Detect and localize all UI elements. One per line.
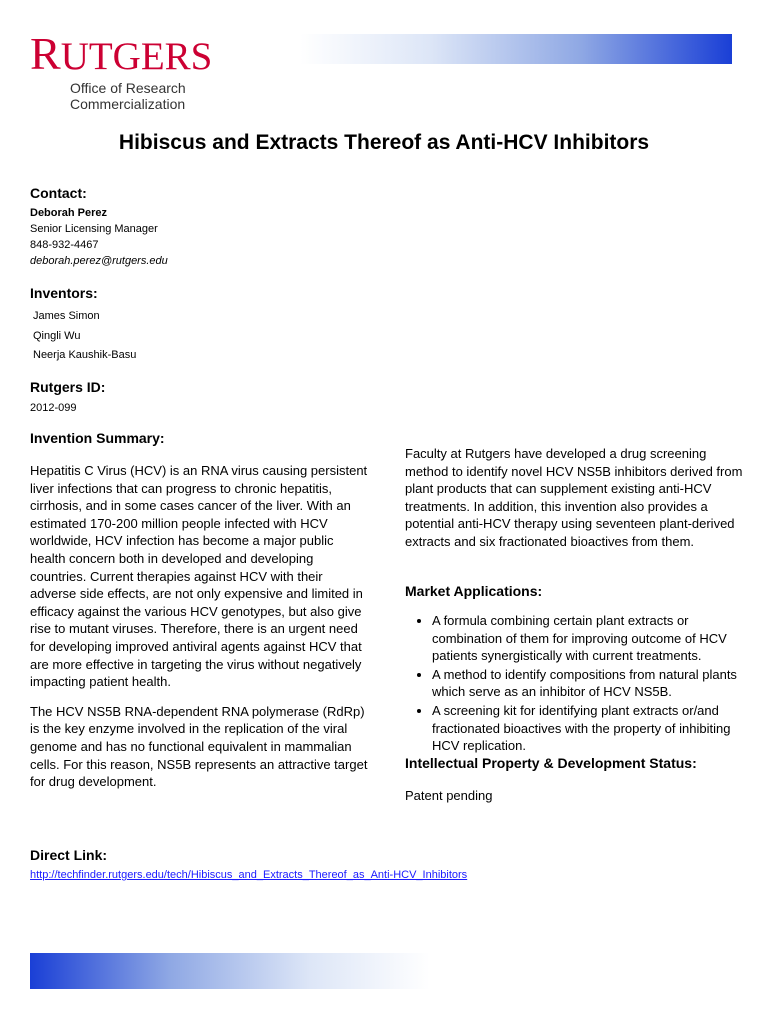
logo-subtitle-line2: Commercialization <box>70 96 186 112</box>
inventors-heading: Inventors: <box>30 285 98 301</box>
market-application-item: • A screening kit for identifying plant extracts or/and fractionated bioactives with the property of inhibiting HCV replication. <box>432 702 743 755</box>
contact-role: Senior Licensing Manager <box>30 223 158 235</box>
rutgers-id-value: 2012-099 <box>30 402 77 414</box>
logo-subtitle <box>70 80 270 112</box>
direct-link-url[interactable]: http://techfinder.rutgers.edu/tech/Hibiscus_and_Extracts_Thereof_as_Anti-HCV_Inhibitors <box>30 869 468 881</box>
contact-phone: 848-932-4467 <box>30 239 99 251</box>
summary-paragraph: Hepatitis C Virus (HCV) is an RNA virus causing persistent liver infections that can progress to chronic hepatitis, cirrhosis, and in some cases cancer of the liver. With an estimated 170-200 million people infected with HCV worldwide, HCV infection has become a major public health concern both in developed and developing countries. Current therapies against HCV with their adverse side effects, are not only expensive and limited in efficacy against the various HCV genotypes, but also give rise to mutant viruses. Therefore, there is an urgent need for developing improved antiviral agents against HCV that are more effective in targeting the virus without negatively impacting patient health. <box>30 463 368 690</box>
contact-block <box>30 205 168 269</box>
summary-paragraph: The HCV NS5B RNA-dependent RNA polymerase (RdRp) is the key enzyme involved in the replication of the viral genome and has no functional equivalent in mammalian cells. For this reason, NS5B represents an attractive target for drug development. <box>30 703 368 790</box>
page-title: Hibiscus and Extracts Thereof as Anti-HCV Inhibitors <box>118 131 650 154</box>
market-applications-list <box>405 612 743 756</box>
contact-email[interactable]: deborah.perez@rutgers.edu <box>30 255 168 267</box>
header-gradient-band <box>300 34 732 64</box>
summary-left-column <box>30 462 370 803</box>
inventor-item: Qingli Wu <box>33 329 81 342</box>
inventor-item: Neerja Kaushik-Basu <box>33 349 137 361</box>
rutgers-logo <box>30 28 213 112</box>
market-application-item: • A formula combining certain plant extracts or combination of them for improving outcome of HCV patients synergistically with current treatments. <box>432 612 743 665</box>
rutgers-id-heading: Rutgers ID: <box>30 379 106 395</box>
direct-link-heading: Direct Link: <box>30 847 108 863</box>
ip-status-value: Patent pending <box>405 788 493 803</box>
invention-summary-heading: Invention Summary: <box>30 430 165 446</box>
inventors-list <box>33 307 136 366</box>
market-applications-heading: Market Applications: <box>405 583 543 599</box>
contact-heading: Contact: <box>30 185 87 201</box>
logo-wordmark: RUTGERS <box>30 28 213 79</box>
footer-gradient-band <box>30 953 430 989</box>
market-application-item: • A method to identify compositions from natural plants which serve as an inhibitor of HCV NS5B. <box>432 666 743 701</box>
contact-name: Deborah Perez <box>30 207 108 219</box>
ip-status-heading: Intellectual Property & Development Status: <box>405 755 697 771</box>
inventor-item: James Simon <box>33 310 100 322</box>
summary-right-paragraph: Faculty at Rutgers have developed a drug screening method to identify novel HCV NS5B inhibitors derived from plant products that can supplement existing anti-HCV treatments. In addition, this invention also provides a potential anti-HCV therapy using seventeen plant-derived extracts and six fractionated bioactives from them. <box>405 446 743 549</box>
logo-subtitle-line1: Office of Research <box>70 80 186 96</box>
